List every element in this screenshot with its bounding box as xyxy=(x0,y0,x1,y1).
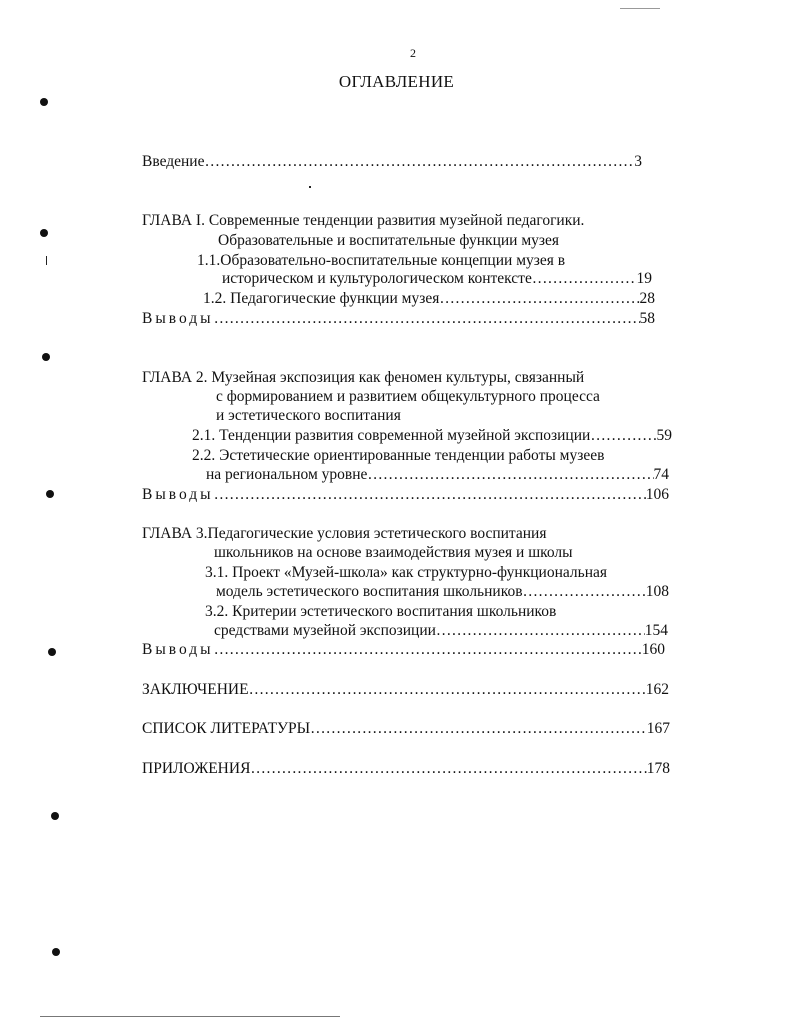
toc-page: 108 xyxy=(645,583,669,600)
toc-leader xyxy=(367,466,653,484)
scan-speck xyxy=(46,256,47,265)
section-3-2-line1: 3.2. Критерии эстетического воспитания школьников xyxy=(205,603,557,620)
toc-page: 178 xyxy=(646,760,670,777)
page-number: 2 xyxy=(410,46,416,60)
toc-leader xyxy=(214,310,640,328)
toc-entry-bibliography xyxy=(142,720,670,738)
toc-label: 1.2. Педагогические функции музея xyxy=(203,290,440,307)
toc-page: 3 xyxy=(634,153,642,170)
toc-page: 154 xyxy=(644,622,668,639)
toc-page: 19 xyxy=(636,270,652,287)
toc-page: 106 xyxy=(645,486,669,503)
chapter2-heading-line3: и эстетического воспитания xyxy=(216,407,401,424)
toc-leader xyxy=(523,583,646,601)
toc-label: средствами музейной экспозиции xyxy=(214,622,436,639)
toc-entry-2-2 xyxy=(206,466,669,484)
binder-hole-mark xyxy=(52,948,60,956)
section-2-2-line1: 2.2. Эстетические ориентированные тенденции работы музеев xyxy=(192,447,605,464)
binder-hole-mark xyxy=(51,812,59,820)
toc-page: 59 xyxy=(656,427,672,444)
toc-leader xyxy=(439,290,639,308)
toc-leader xyxy=(532,270,637,288)
binder-hole-mark xyxy=(40,98,48,106)
binder-hole-mark xyxy=(48,648,56,656)
toc-entry-intro xyxy=(142,153,642,171)
toc-label: историческом и культурологическом контексте xyxy=(222,270,532,287)
toc-label: СПИСОК ЛИТЕРАТУРЫ xyxy=(142,720,311,737)
chapter2-heading-line2: с формированием и развитием общекультурного процесса xyxy=(216,388,600,405)
toc-entry-chapter3-conclusions xyxy=(142,641,665,659)
toc-page: 74 xyxy=(653,466,669,483)
toc-leader xyxy=(590,427,656,445)
toc-leader xyxy=(249,681,646,699)
chapter3-heading-line1: ГЛАВА 3.Педагогические условия эстетического воспитания xyxy=(142,525,547,542)
toc-leader xyxy=(214,641,642,659)
chapter1-heading-line2: Образовательные и воспитательные функции музея xyxy=(218,232,560,249)
toc-entry-3-2 xyxy=(214,622,668,640)
chapter1-heading-line1: ГЛАВА I. Современные тенденции развития музейной педагогики. xyxy=(142,212,585,229)
toc-entry-3-1 xyxy=(216,583,669,601)
toc-page: 160 xyxy=(641,641,665,658)
scan-speck xyxy=(309,186,311,188)
toc-entry-1-2 xyxy=(203,290,655,308)
toc-label: Выводы xyxy=(142,310,214,327)
toc-label: Введение xyxy=(142,153,205,170)
binder-hole-mark xyxy=(40,229,48,237)
toc-label: на региональном уровне xyxy=(206,466,368,483)
chapter2-heading-line1: ГЛАВА 2. Музейная экспозиция как феномен культуры, связанный xyxy=(142,369,585,386)
toc-page: 162 xyxy=(645,681,669,698)
toc-leader xyxy=(310,720,647,738)
toc-leader xyxy=(214,486,646,504)
toc-label: Выводы xyxy=(142,486,214,503)
toc-entry-1-1 xyxy=(222,270,652,288)
toc-page: 58 xyxy=(639,310,655,327)
chapter3-heading-line2: школьников на основе взаимодействия музея и школы xyxy=(214,544,573,561)
toc-leader xyxy=(436,622,645,640)
toc-entry-chapter1-conclusions xyxy=(142,310,655,328)
toc-entry-conclusion xyxy=(142,681,669,699)
toc-label: ЗАКЛЮЧЕНИЕ xyxy=(142,681,249,698)
toc-label: модель эстетического воспитания школьников xyxy=(216,583,523,600)
section-3-1-line1: 3.1. Проект «Музей-школа» как структурно-функциональная xyxy=(205,564,607,581)
scan-edge-line xyxy=(620,8,660,9)
binder-hole-mark xyxy=(46,490,54,498)
toc-page: 28 xyxy=(639,290,655,307)
toc-label: 2.1. Тенденции развития современной музейной экспозиции xyxy=(192,427,591,444)
toc-label: ПРИЛОЖЕНИЯ xyxy=(142,760,251,777)
toc-entry-chapter2-conclusions xyxy=(142,486,669,504)
toc-page: 167 xyxy=(646,720,670,737)
binder-hole-mark xyxy=(42,353,50,361)
toc-leader xyxy=(204,153,634,171)
scan-edge-line xyxy=(40,1016,340,1017)
toc-leader xyxy=(250,760,646,778)
page-title: ОГЛАВЛЕНИЕ xyxy=(338,72,455,91)
section-1-1-line1: 1.1.Образовательно-воспитательные концепции музея в xyxy=(197,252,566,269)
toc-label: Выводы xyxy=(142,641,214,658)
toc-entry-appendices xyxy=(142,760,670,778)
toc-entry-2-1 xyxy=(192,427,672,445)
